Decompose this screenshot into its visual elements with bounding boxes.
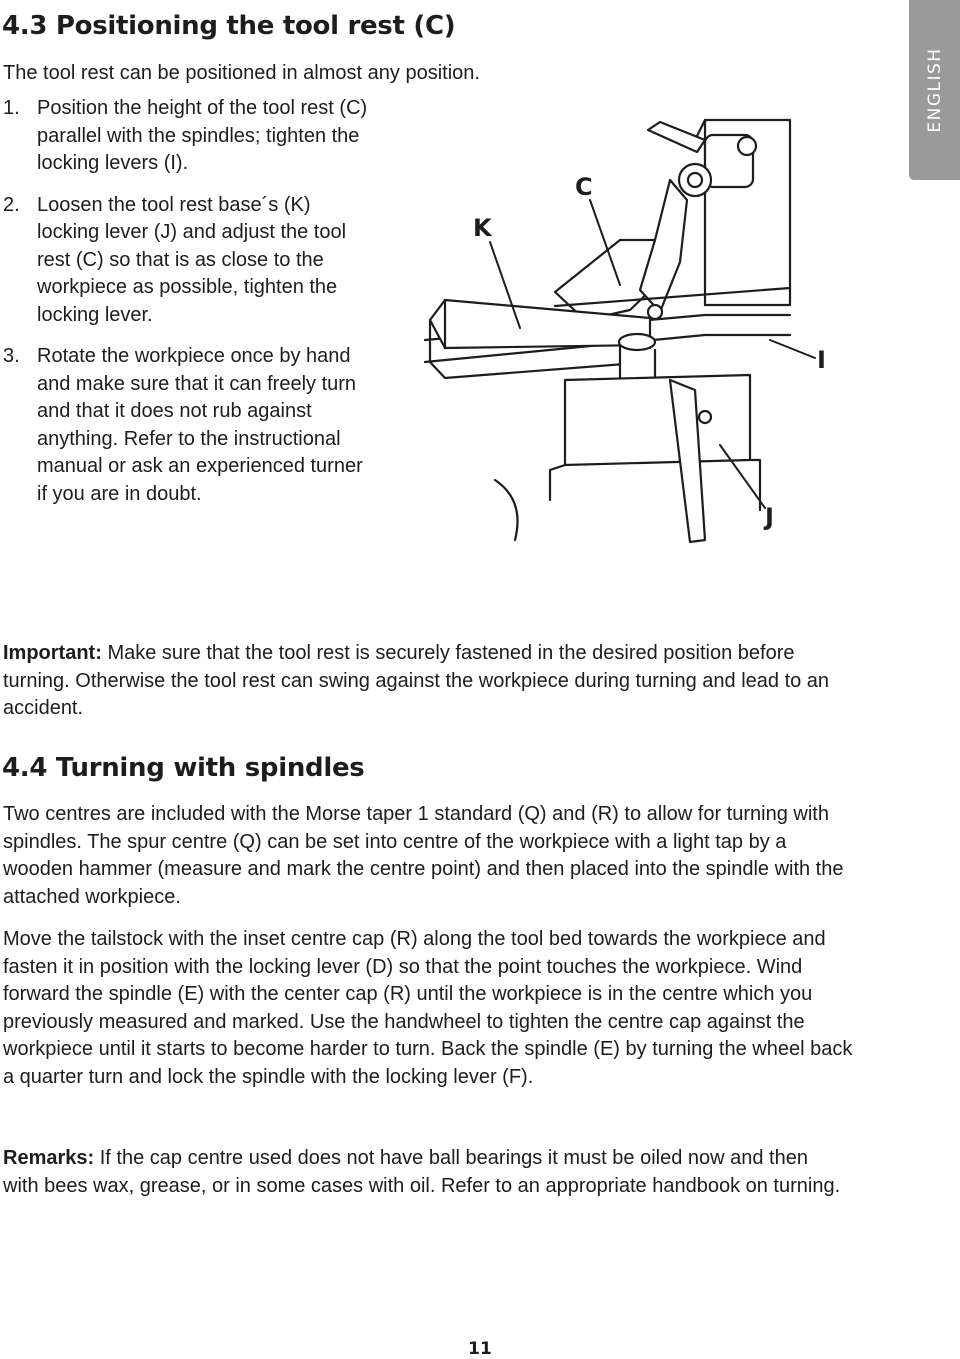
figure-label-k: K xyxy=(473,214,492,242)
remarks-text: If the cap centre used does not have ball bearings it must be oiled now and then with bees wax, grease, or in some cases with oil. Refer to an appropriate handbook on turning. xyxy=(3,1147,841,1197)
step-text: Loosen the tool rest base´s (K) locking lever (J) and adjust the tool rest (C) so that is as close to the workpiece as possible, tighten the locking lever. xyxy=(37,193,347,326)
language-tab xyxy=(909,0,960,180)
step-item xyxy=(3,95,373,178)
section-4-3-intro: The tool rest can be positioned in almost any position. xyxy=(3,62,480,84)
tool-rest-illustration xyxy=(405,80,855,550)
remarks-note xyxy=(3,1145,843,1200)
step-text: Position the height of the tool rest (C) parallel with the spindles; tighten the locking levers (I). xyxy=(37,97,368,174)
important-label: Important: xyxy=(3,642,102,664)
section-4-4-title: 4.4 Turning with spindles xyxy=(2,753,365,783)
important-text: Make sure that the tool rest is securely fastened in the desired position before turning. Otherwise the tool rest can swing against the workpiece during turning and lead to an accident. xyxy=(3,642,830,719)
step-text: Rotate the workpiece once by hand and make sure that it can freely turn and that it does not rub against anything. Refer to the instructional manual or ask an experienced turner if you are in doubt. xyxy=(37,345,363,505)
figure-label-i: I xyxy=(817,346,826,374)
language-tab-label: ENGLISH xyxy=(924,47,945,133)
section-4-4-paragraph-2: Move the tailstock with the inset centre cap (R) along the tool bed towards the workpiece and fasten it in position with the locking lever (D) so that the point touches the workpiece. Wind forward the spindle (E) with the center cap (R) until the workpiece is in the centre which you previously measured and marked. Use the handwheel to tighten the centre cap against the workpiece until it starts to become harder to turn. Back the spindle (E) by turning the wheel back a quarter turn and lock the spindle with the locking lever (F). xyxy=(3,928,853,1088)
step-number: 3. xyxy=(3,345,20,367)
important-note xyxy=(3,640,843,723)
step-list xyxy=(3,95,373,522)
step-number: 1. xyxy=(3,97,20,119)
page-number: 11 xyxy=(468,1339,492,1359)
step-item xyxy=(3,192,373,330)
figure-label-c: C xyxy=(575,173,593,201)
figure-label-j: J xyxy=(765,503,774,531)
step-item xyxy=(3,343,373,508)
remarks-label: Remarks: xyxy=(3,1147,95,1169)
section-4-4-paragraph-1: Two centres are included with the Morse taper 1 standard (Q) and (R) to allow for turning with spindles. The spur centre (Q) can be set into centre of the workpiece with a light tap by a wooden hammer (measure and mark the centre point) and then placed into the spindle with the attached workpiece. xyxy=(3,803,844,908)
step-number: 2. xyxy=(3,193,20,216)
section-4-3-title: 4.3 Positioning the tool rest (C) xyxy=(2,11,456,41)
